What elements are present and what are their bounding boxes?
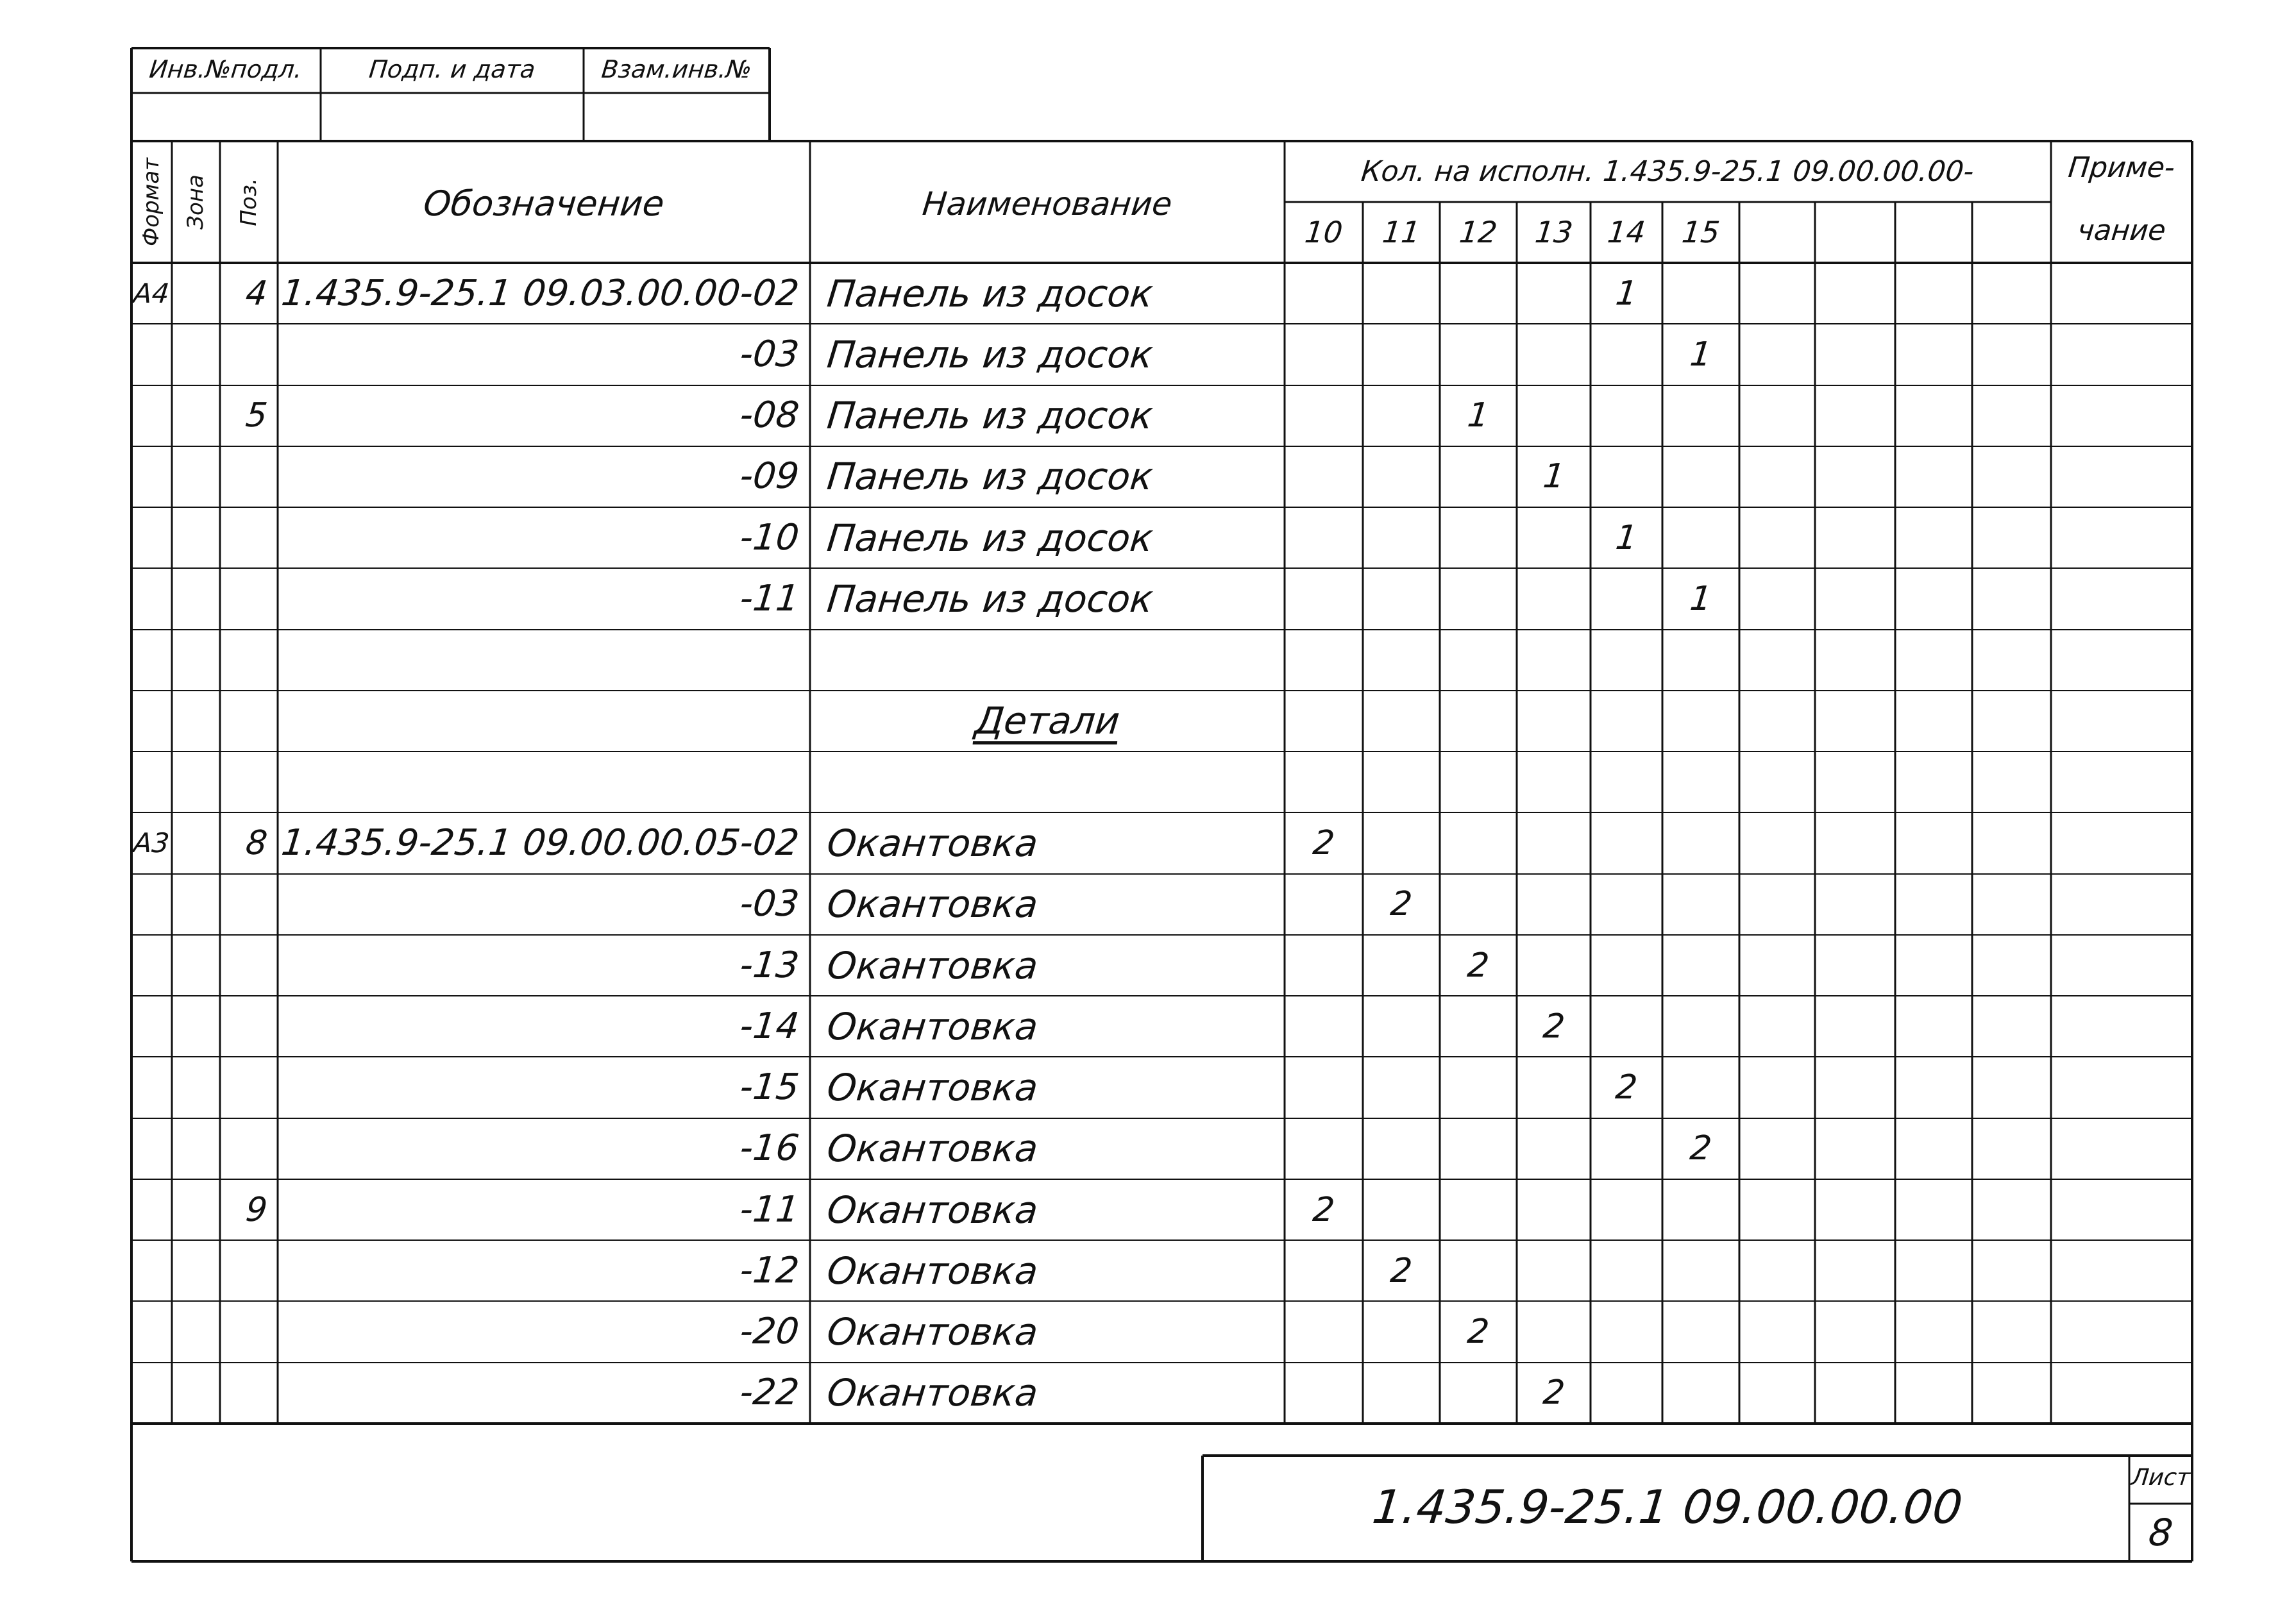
row-name-cell: Панель из досок bbox=[825, 516, 1155, 560]
row-designation-cell: -11 bbox=[738, 577, 801, 619]
row-name-cell: Окантовка bbox=[825, 882, 1040, 927]
row-name-cell: Окантовка bbox=[825, 1248, 1040, 1293]
row-designation-cell: -16 bbox=[738, 1127, 801, 1170]
row-format-cell: А3 bbox=[131, 827, 171, 859]
row-name-cell: Панель из досок bbox=[825, 455, 1155, 499]
row-name-cell: Окантовка bbox=[825, 821, 1040, 865]
pos-header: Поз. bbox=[236, 178, 262, 226]
row-designation-cell: -12 bbox=[738, 1249, 801, 1291]
row-qty-cell: 1 bbox=[1541, 457, 1567, 496]
variant-header: 14 bbox=[1605, 215, 1648, 249]
row-name-cell: Панель из досок bbox=[825, 394, 1155, 438]
row-qty-cell: 2 bbox=[1541, 1374, 1567, 1413]
row-designation-cell: -22 bbox=[738, 1372, 801, 1414]
row-name-cell: Окантовка bbox=[825, 1371, 1040, 1415]
row-qty-cell: 1 bbox=[1465, 396, 1491, 435]
row-qty-cell: 2 bbox=[1541, 1007, 1567, 1046]
zone-header: Зона bbox=[183, 174, 208, 230]
row-qty-cell: 2 bbox=[1389, 1251, 1414, 1290]
sheet-label: Лист bbox=[2130, 1465, 2191, 1491]
row-qty-cell: 1 bbox=[1614, 274, 1639, 313]
variant-header: 12 bbox=[1457, 215, 1499, 249]
row-designation-cell: -03 bbox=[738, 883, 801, 925]
note-header-line1: Приме- bbox=[2066, 151, 2177, 184]
qty-header-title: Кол. на исполн. 1.435.9-25.1 09.00.00.00- bbox=[1359, 155, 1976, 188]
row-name-cell: Окантовка bbox=[825, 1066, 1040, 1110]
row-qty-cell: 2 bbox=[1688, 1129, 1714, 1168]
row-name-cell: Окантовка bbox=[825, 1310, 1040, 1354]
row-qty-cell: 2 bbox=[1465, 1313, 1491, 1352]
sheet-number: 8 bbox=[2146, 1511, 2175, 1554]
row-pos-cell: 9 bbox=[244, 1190, 269, 1229]
row-qty-cell: 1 bbox=[1688, 579, 1714, 618]
row-name-cell: Панель из досок bbox=[825, 271, 1155, 315]
stamp-header: Взам.инв.№ bbox=[600, 55, 754, 83]
row-name-cell: Окантовка bbox=[825, 1127, 1040, 1171]
document-code: 1.435.9-25.1 09.00.00.00 bbox=[1370, 1480, 1965, 1534]
row-name-cell: Окантовка bbox=[825, 1188, 1040, 1232]
variant-header: 10 bbox=[1303, 215, 1345, 249]
row-qty-cell: 2 bbox=[1465, 946, 1491, 985]
row-designation-cell: -10 bbox=[738, 516, 801, 559]
row-designation-cell: -20 bbox=[738, 1311, 801, 1353]
row-pos-cell: 5 bbox=[244, 396, 269, 435]
stamp-header: Инв.№подл. bbox=[148, 55, 304, 83]
row-name-cell: Панель из досок bbox=[825, 332, 1155, 376]
row-designation-cell: -09 bbox=[738, 455, 801, 498]
row-qty-cell: 1 bbox=[1688, 335, 1714, 374]
variant-header: 11 bbox=[1380, 215, 1422, 249]
row-qty-cell: 2 bbox=[1311, 1190, 1337, 1229]
row-designation-cell: -08 bbox=[738, 394, 801, 437]
row-designation-cell: 1.435.9-25.1 09.00.00.05-02 bbox=[279, 822, 801, 864]
row-designation-cell: -11 bbox=[738, 1188, 801, 1231]
variant-header: 13 bbox=[1533, 215, 1574, 249]
row-designation-cell: 1.435.9-25.1 09.03.00.00-02 bbox=[279, 272, 801, 314]
row-format-cell: А4 bbox=[131, 277, 171, 309]
name-header: Наименование bbox=[920, 185, 1174, 223]
designation-header: Обозначение bbox=[421, 183, 666, 224]
row-pos-cell: 4 bbox=[244, 274, 269, 313]
row-designation-cell: -14 bbox=[738, 1005, 801, 1047]
note-header-line2: чание bbox=[2075, 214, 2168, 247]
row-name-cell: Окантовка bbox=[825, 1004, 1040, 1048]
row-qty-cell: 2 bbox=[1311, 824, 1337, 862]
row-qty-cell: 2 bbox=[1389, 885, 1414, 924]
stamp-header: Подп. и дата bbox=[367, 55, 537, 83]
row-designation-cell: -13 bbox=[738, 944, 801, 986]
row-name-cell: Панель из досок bbox=[825, 576, 1155, 621]
row-pos-cell: 8 bbox=[244, 824, 269, 862]
row-qty-cell: 2 bbox=[1614, 1068, 1639, 1107]
section-title: Детали bbox=[972, 699, 1122, 743]
row-qty-cell: 1 bbox=[1614, 518, 1639, 557]
row-designation-cell: -15 bbox=[738, 1066, 801, 1109]
variant-header: 15 bbox=[1680, 215, 1722, 249]
format-header: Формат bbox=[139, 158, 164, 246]
row-name-cell: Окантовка bbox=[825, 943, 1040, 987]
row-designation-cell: -03 bbox=[738, 333, 801, 375]
